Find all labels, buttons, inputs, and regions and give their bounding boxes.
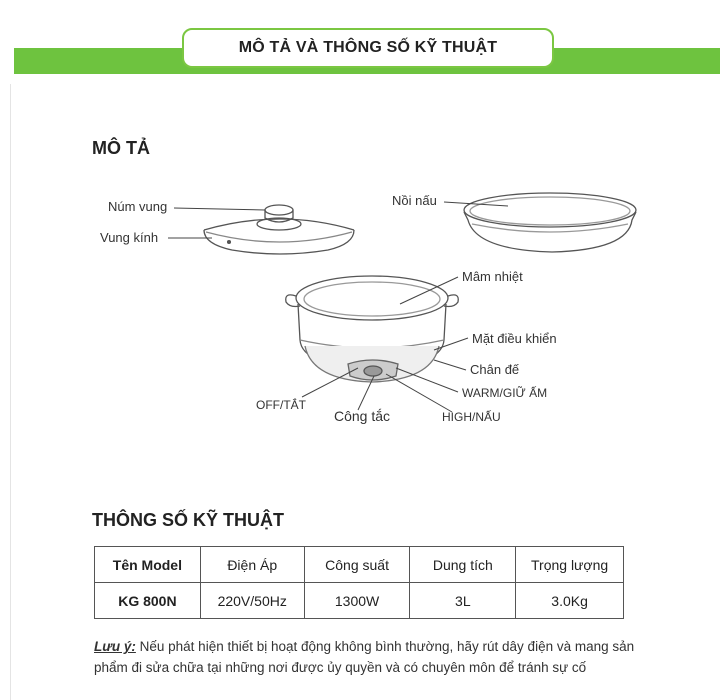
label-control-panel: Mặt điều khiển <box>472 331 557 346</box>
label-glass-lid: Vung kính <box>100 230 159 245</box>
header-weight: Trọng lượng <box>516 547 624 583</box>
page-title: MÔ TẢ VÀ THÔNG SỐ KỸ THUẬT <box>182 28 554 68</box>
header-voltage: Điện Áp <box>200 547 304 583</box>
glass-lid-drawing <box>204 219 354 254</box>
label-knob: Núm vung <box>108 199 168 214</box>
note-text: Nếu phát hiện thiết bị hoạt động không bình thường, hãy rút dây điện và mang sản phẩm đi sửa chữa tại những nơi được ủy quyền và có chuyên môn để tránh sự cố <box>94 639 635 675</box>
product-diagram <box>0 180 720 440</box>
table-row <box>95 583 624 619</box>
table-header-row <box>95 547 624 583</box>
description-heading: MÔ TẢ <box>92 138 150 158</box>
label-warm: WARM/GIỮ ẤM <box>462 386 548 400</box>
label-high: HIGH/NẤU <box>442 410 501 424</box>
specs-heading: THÔNG SỐ KỸ THUẬT <box>92 510 284 530</box>
cell-capacity: 3L <box>410 583 516 619</box>
specs-table <box>94 546 624 619</box>
header-model: Tên Model <box>95 547 201 583</box>
label-base: Chân đế <box>470 362 520 377</box>
label-pot: Nồi nấu <box>392 193 437 208</box>
header-capacity: Dung tích <box>410 547 516 583</box>
note-label: Lưu ý: <box>94 639 136 654</box>
cell-model: KG 800N <box>95 583 201 619</box>
cell-power: 1300W <box>304 583 410 619</box>
cooker-illustration <box>0 180 720 440</box>
warning-note <box>94 636 654 678</box>
label-off: OFF/TẮT <box>256 398 306 412</box>
label-switch: Công tắc <box>334 408 391 424</box>
pot-drawing <box>464 193 636 252</box>
cell-weight: 3.0Kg <box>516 583 624 619</box>
knob-drawing <box>257 205 301 230</box>
cell-voltage: 220V/50Hz <box>200 583 304 619</box>
label-heating-plate: Mâm nhiệt <box>462 269 523 284</box>
header-power: Công suất <box>304 547 410 583</box>
